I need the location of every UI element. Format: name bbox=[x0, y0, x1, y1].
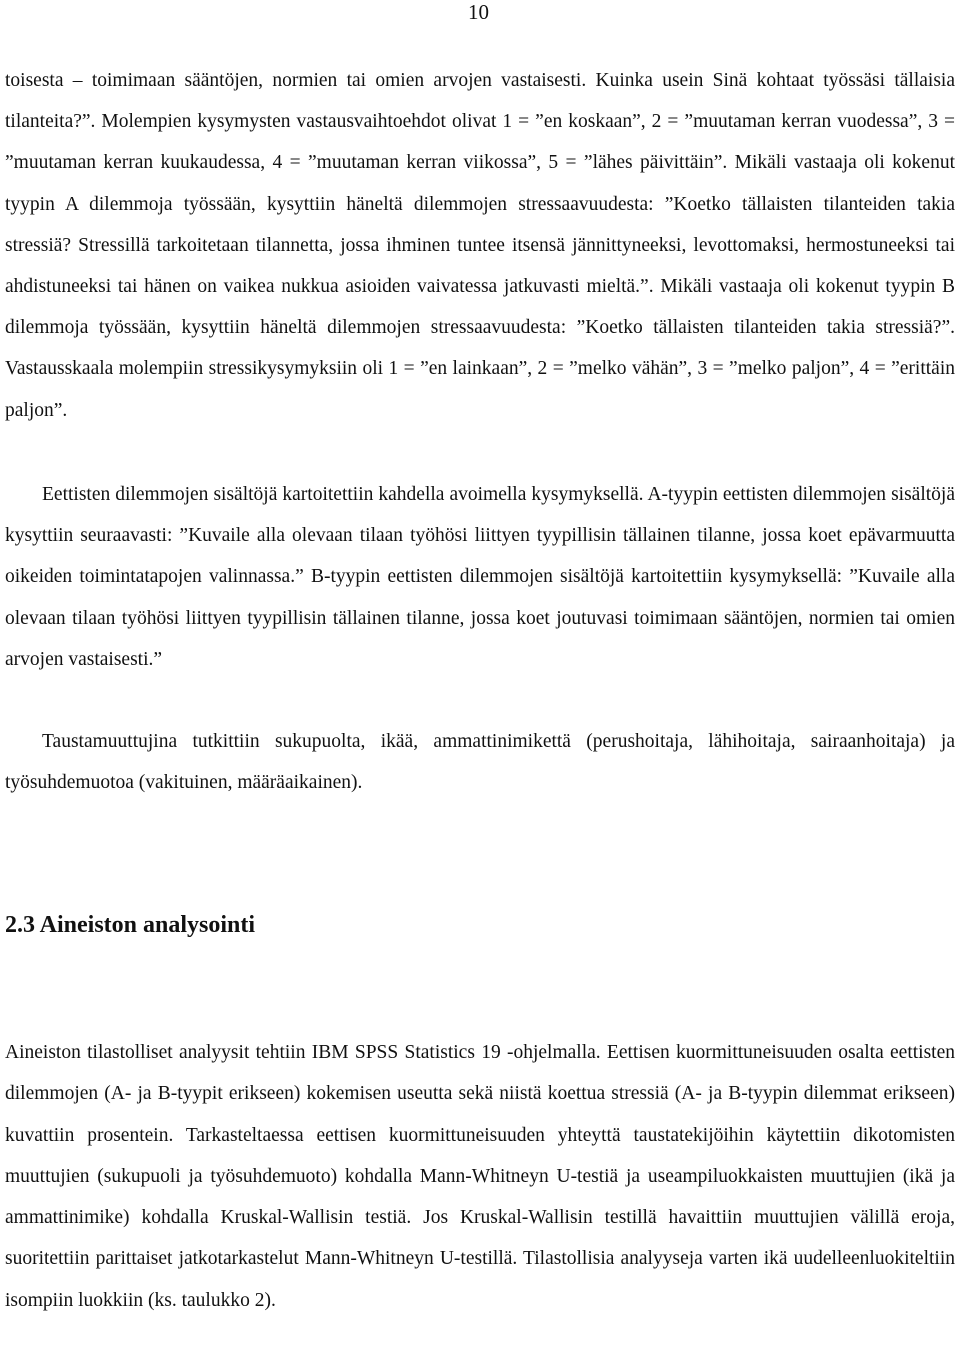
paragraph-analysis-methods: Aineiston tilastolliset analyysit tehtiin IBM SPSS Statistics 19 -ohjelmalla. Eettisen kuormittuneisuuden osalta eettisten dilemmojen (A- ja B-tyypit erikseen) kokemisen useutta sekä niistä koettua stressiä (A- ja B-tyypin dilemmat erikseen) kuvattiin prosentein. Tarkasteltaessa eettisen kuormittuneisuuden yhteyttä taustatekijöihin käytettiin dikotomisten muuttujien (sukupuoli ja työsuhdemuoto) kohdalla Mann-Whitneyn U-testiä ja useampiluokkaisten muuttujien (ikä ja ammattinimike) kohdalla Kruskal-Wallisin testiä. Jos Kruskal-Wallisin testillä havaittiin muuttujien välillä eroja, suoritettiin parittaiset jatkotarkastelut Mann-Whitneyn U-testillä. Tilastollisia analyyseja varten ikä uudelleenluokiteltiin isompiin luokkiin (ks. taulukko 2). bbox=[5, 1042, 955, 1311]
section-heading: 2.3 Aineiston analysointi bbox=[5, 912, 256, 938]
page-number: 10 bbox=[468, 0, 489, 24]
paragraph-background-variables: Taustamuuttujina tutkittiin sukupuolta, ikää, ammattinimikettä (perushoitaja, lähihoitaja, sairaanhoitaja) ja työsuhdemuotoa (vakituinen, määräaikainen). bbox=[5, 731, 955, 794]
paragraph-survey-questions: toisesta – toimimaan sääntöjen, normien tai omien arvojen vastaisesti. Kuinka usein Sinä kohtaat työssäsi tällaisia tilanteita?”. Molempien kysymysten vastausvaihtoehdot olivat 1 = ”en koskaan”, 2 = ”muutaman kerran vuodessa”, 3 = ”muutaman kerran kuukaudessa, 4 = ”muutaman kerran viikossa”, 5 = ”lähes päivittäin”. Mikäli vastaaja oli kokenut tyypin A dilemmoja työssään, kysyttiin häneltä dilemmojen stressaavuudesta: ”Koetko tällaisten tilanteiden takia stressiä? Stressillä tarkoitetaan tilannetta, jossa ihminen tuntee itsensä jännittyneeksi, levottomaksi, hermostuneeksi tai ahdistuneeksi tai hänen on vaikea nukkua asioiden vaivatessa jatkuvasti mieltä.”. Mikäli vastaaja oli kokenut tyypin B dilemmoja työssään, kysyttiin häneltä dilemmojen stressaavuudesta: ”Koetko tällaisten tilanteiden takia stressiä?”. Vastausskaala molempiin stressikysymyksiin oli 1 = ”en lainkaan”, 2 = ”melko vähän”, 3 = ”melko paljon”, 4 = ”erittäin paljon”. bbox=[5, 70, 955, 421]
paragraph-dilemma-contents: Eettisten dilemmojen sisältöjä kartoitettiin kahdella avoimella kysymyksellä. A-tyypin eettisten dilemmojen sisältöjä kysyttiin seuraavasti: ”Kuvaile alla olevaan tilaan työhösi liittyen tyypillisin tällainen tilanne, jossa koet epävarmuutta oikeiden toimintatapojen valinnassa.” B-tyypin eettisten dilemmojen sisältöjä kartoitettiin kysymyksellä: ”Kuvaile alla olevaan tilaan työhösi liittyen tyypillisin tällainen tilanne, jossa koet joutuvasi toimimaan sääntöjen, normien tai omien arvojen vastaisesti.” bbox=[5, 484, 955, 670]
